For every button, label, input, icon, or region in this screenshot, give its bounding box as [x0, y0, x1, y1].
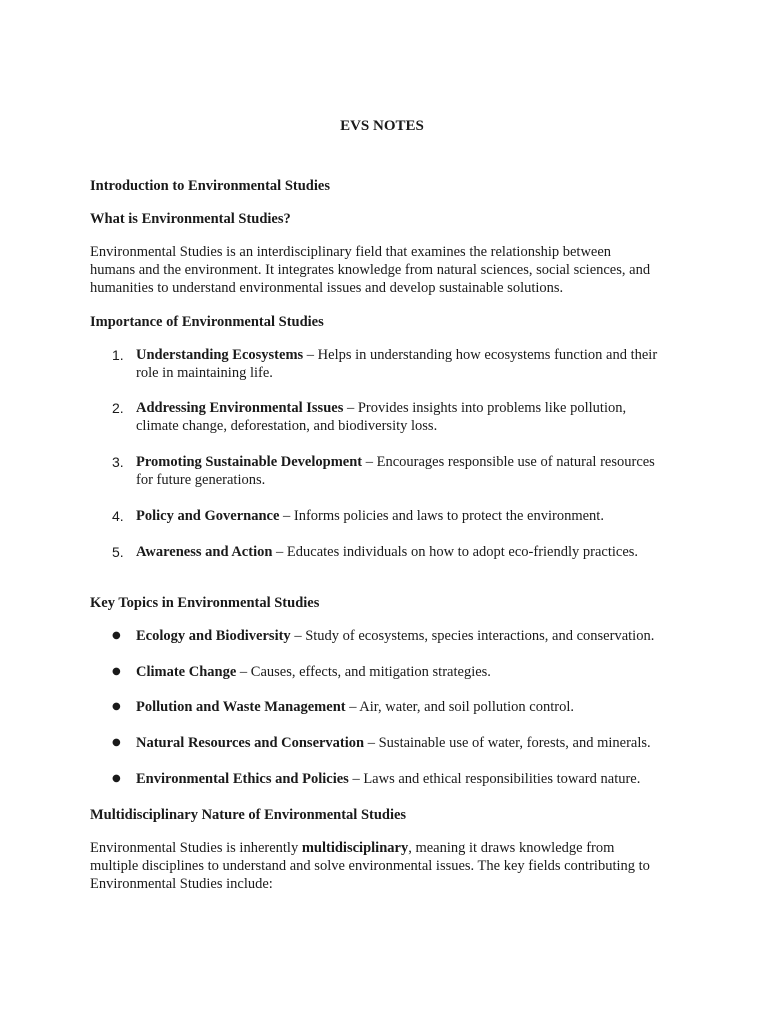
paragraph-line: Environmental Studies include:	[90, 876, 273, 892]
list-number: 2.	[112, 400, 124, 416]
paragraph-line: multiple disciplines to understand and solve environmental issues. The key fields contributing to	[90, 858, 650, 874]
topic-description: – Study of ecosystems, species interactions, and conservation.	[290, 628, 655, 644]
topic-description: – Sustainable use of water, forests, and minerals.	[364, 735, 651, 751]
importance-heading: Importance of Environmental Studies	[90, 314, 324, 330]
key-topic-item	[90, 734, 690, 752]
importance-list-item	[90, 399, 690, 435]
topic-term: Environmental Ethics and Policies	[136, 771, 349, 787]
topic-description: – Air, water, and soil pollution control.	[345, 699, 574, 715]
list-number: 3.	[112, 454, 124, 470]
importance-list-item	[90, 346, 690, 382]
item-term: Addressing Environmental Issues	[136, 400, 344, 416]
what-paragraph-line: humanities to understand environmental issues and develop sustainable solutions.	[90, 280, 564, 296]
item-term: Promoting Sustainable Development	[136, 454, 363, 470]
key-topic-item	[90, 770, 690, 788]
what-paragraph-line: Environmental Studies is an interdisciplinary field that examines the relationship between	[90, 244, 612, 260]
topic-description: – Causes, effects, and mitigation strategies.	[236, 664, 491, 680]
what-heading: What is Environmental Studies?	[90, 211, 291, 227]
item-description: – Educates individuals on how to adopt eco-friendly practices.	[272, 544, 639, 560]
intro-heading: Introduction to Environmental Studies	[90, 178, 330, 194]
paragraph-text: , meaning it draws knowledge from	[408, 840, 615, 856]
item-description: – Provides insights into problems like pollution,	[343, 400, 627, 416]
item-description-continued: climate change, deforestation, and biodiversity loss.	[136, 418, 438, 434]
topic-term: Climate Change	[136, 664, 237, 680]
bullet-icon: ●	[112, 701, 121, 712]
importance-list-item	[90, 543, 690, 561]
item-description: – Helps in understanding how ecosystems function and their	[303, 347, 658, 363]
item-term: Awareness and Action	[136, 544, 273, 560]
bullet-icon: ●	[112, 737, 121, 748]
bullet-icon: ●	[112, 666, 121, 677]
key-topic-item	[90, 663, 690, 681]
item-description: – Encourages responsible use of natural resources	[362, 454, 655, 470]
list-number: 1.	[112, 347, 124, 363]
multidisciplinary-paragraph	[90, 839, 690, 893]
topic-term: Natural Resources and Conservation	[136, 735, 365, 751]
list-number: 5.	[112, 544, 124, 560]
importance-list-item	[90, 507, 690, 525]
item-term: Policy and Governance	[136, 508, 280, 524]
bullet-icon: ●	[112, 773, 121, 784]
emphasized-term: multidisciplinary	[301, 840, 409, 856]
bullet-icon: ●	[112, 630, 121, 641]
topic-term: Pollution and Waste Management	[136, 699, 346, 715]
item-description-continued: role in maintaining life.	[136, 365, 273, 381]
item-description-continued: for future generations.	[136, 472, 266, 488]
key-topic-item	[90, 698, 690, 716]
item-description: – Informs policies and laws to protect the environment.	[279, 508, 604, 524]
key-topic-item	[90, 627, 690, 645]
document-title: EVS NOTES	[340, 118, 424, 134]
topic-term: Ecology and Biodiversity	[136, 628, 291, 644]
what-paragraph-line: humans and the environment. It integrates knowledge from natural sciences, social sciences, and	[90, 262, 651, 278]
what-paragraph	[90, 243, 690, 297]
paragraph-text: Environmental Studies is inherently	[90, 840, 302, 856]
item-term: Understanding Ecosystems	[136, 347, 304, 363]
topic-description: – Laws and ethical responsibilities toward nature.	[348, 771, 641, 787]
list-number: 4.	[112, 508, 124, 524]
multidisciplinary-heading: Multidisciplinary Nature of Environmental Studies	[90, 807, 407, 823]
importance-list-item	[90, 453, 690, 489]
key-topics-heading: Key Topics in Environmental Studies	[90, 595, 320, 611]
